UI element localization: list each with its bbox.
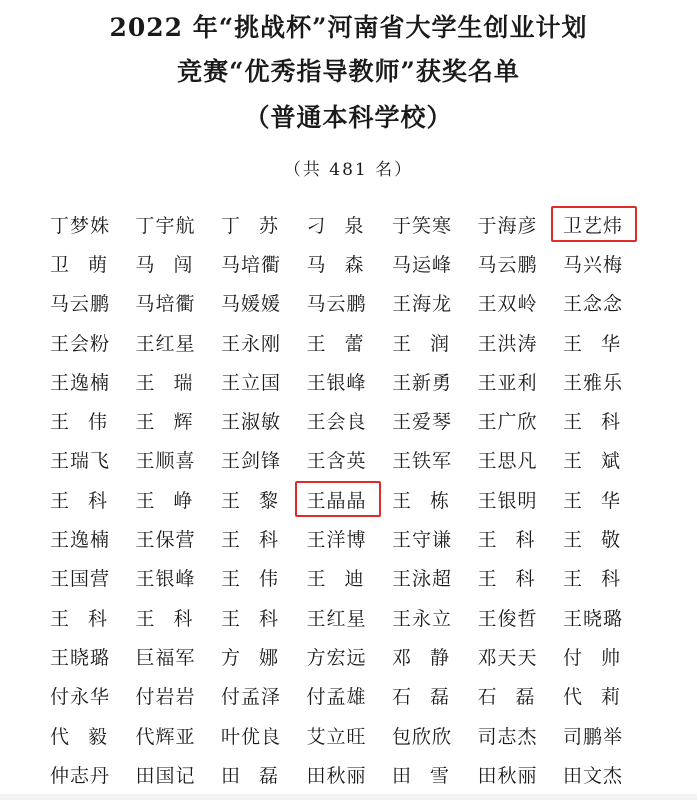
name-text: 方宏远 bbox=[306, 646, 367, 669]
name-text: 王铁军 bbox=[392, 450, 453, 473]
name-text: 邓静 bbox=[392, 646, 469, 669]
name-text: 王华 bbox=[563, 489, 640, 512]
name-cell bbox=[380, 678, 469, 717]
name-cell bbox=[295, 756, 381, 795]
name-cell bbox=[551, 481, 640, 520]
name-text: 王科 bbox=[50, 489, 127, 512]
name-cell bbox=[38, 285, 124, 324]
name-text: 王保营 bbox=[135, 529, 196, 552]
name-text: 王科 bbox=[477, 568, 554, 591]
name-cell bbox=[295, 363, 381, 402]
name-text: 王淑敏 bbox=[221, 411, 282, 434]
name-cell bbox=[38, 638, 124, 677]
name-cell bbox=[209, 756, 298, 795]
name-cell bbox=[466, 206, 552, 245]
name-text: 于海彦 bbox=[477, 214, 538, 237]
name-text: 石磊 bbox=[392, 686, 469, 709]
name-text: 付岩岩 bbox=[135, 686, 196, 709]
name-cell bbox=[295, 402, 381, 441]
total-count: （共 481 名） bbox=[283, 160, 414, 180]
name-cell bbox=[209, 285, 295, 324]
name-text: 马培衢 bbox=[135, 293, 196, 316]
name-text: 艾立旺 bbox=[306, 725, 367, 748]
name-cell bbox=[551, 756, 637, 795]
name-text: 马云鹏 bbox=[477, 253, 538, 276]
name-text: 司鹏举 bbox=[563, 725, 624, 748]
name-text: 付永华 bbox=[50, 686, 111, 709]
name-cell bbox=[466, 402, 552, 441]
name-text: 王会粉 bbox=[50, 332, 111, 355]
name-cell bbox=[466, 520, 552, 559]
name-text: 巨福军 bbox=[135, 646, 196, 669]
title-line-2: 竞赛“优秀指导教师”获奖名单 bbox=[177, 57, 520, 86]
name-cell bbox=[38, 363, 124, 402]
name-cell bbox=[551, 245, 637, 284]
name-text: 王剑锋 bbox=[221, 450, 282, 473]
name-text: 王敬 bbox=[563, 529, 640, 552]
name-cell bbox=[124, 599, 210, 638]
name-cell bbox=[209, 402, 295, 441]
name-cell bbox=[124, 245, 210, 284]
title-line-1: 2022 年“挑战杯”河南省大学生创业计划 bbox=[109, 13, 588, 42]
name-cell bbox=[466, 638, 552, 677]
name-cell bbox=[551, 363, 637, 402]
name-cell bbox=[38, 481, 127, 520]
name-cell bbox=[209, 520, 298, 559]
name-cell bbox=[380, 481, 469, 520]
name-text: 司志杰 bbox=[477, 725, 538, 748]
name-cell bbox=[209, 442, 295, 481]
name-text: 王永立 bbox=[392, 607, 453, 630]
name-cell bbox=[38, 402, 127, 441]
name-cell bbox=[380, 363, 466, 402]
name-text: 田秋丽 bbox=[306, 764, 367, 787]
name-cell bbox=[466, 678, 552, 717]
name-text: 王海龙 bbox=[392, 293, 453, 316]
name-cell bbox=[466, 363, 552, 402]
name-cell bbox=[209, 245, 295, 284]
name-cell bbox=[209, 363, 295, 402]
name-cell bbox=[551, 638, 640, 677]
name-text: 王银峰 bbox=[306, 371, 367, 394]
name-text: 叶优良 bbox=[221, 725, 282, 748]
name-text: 田磊 bbox=[221, 764, 298, 787]
name-cell bbox=[551, 324, 640, 363]
name-cell bbox=[466, 481, 552, 520]
name-cell bbox=[124, 324, 210, 363]
name-text: 王会良 bbox=[306, 411, 367, 434]
name-cell bbox=[380, 599, 466, 638]
name-text: 丁梦姝 bbox=[50, 214, 111, 237]
name-text: 王银峰 bbox=[135, 568, 196, 591]
name-text: 王永刚 bbox=[221, 332, 282, 355]
name-grid bbox=[38, 206, 678, 795]
name-text: 王蕾 bbox=[306, 332, 383, 355]
name-text: 卫萌 bbox=[50, 253, 127, 276]
name-text: 王伟 bbox=[50, 411, 127, 434]
name-cell bbox=[295, 324, 381, 363]
name-text: 王华 bbox=[563, 332, 640, 355]
name-text: 王科 bbox=[563, 568, 640, 591]
name-cell bbox=[124, 638, 210, 677]
name-cell bbox=[124, 560, 210, 599]
name-cell bbox=[380, 520, 466, 559]
name-text: 王国营 bbox=[50, 568, 111, 591]
name-text: 王念念 bbox=[563, 293, 624, 316]
name-text: 付帅 bbox=[563, 646, 640, 669]
name-text: 马森 bbox=[306, 253, 383, 276]
name-cell bbox=[124, 206, 210, 245]
name-text: 付孟雄 bbox=[306, 686, 367, 709]
name-cell bbox=[551, 520, 640, 559]
name-cell bbox=[466, 285, 552, 324]
name-text: 王顺喜 bbox=[135, 450, 196, 473]
name-cell bbox=[295, 442, 381, 481]
name-cell bbox=[295, 638, 381, 677]
name-cell bbox=[38, 678, 124, 717]
name-cell bbox=[209, 678, 295, 717]
name-text: 王斌 bbox=[563, 450, 640, 473]
name-text: 王雅乐 bbox=[563, 371, 624, 394]
name-text: 王瑞飞 bbox=[50, 450, 111, 473]
name-text: 王逸楠 bbox=[50, 529, 111, 552]
name-cell bbox=[466, 756, 552, 795]
name-cell bbox=[209, 206, 298, 245]
name-text: 王迪 bbox=[306, 568, 383, 591]
name-cell bbox=[124, 717, 210, 756]
name-text: 代毅 bbox=[50, 725, 127, 748]
name-cell bbox=[38, 520, 124, 559]
name-text: 马运峰 bbox=[392, 253, 453, 276]
name-cell bbox=[295, 599, 381, 638]
name-text: 王洪涛 bbox=[477, 332, 538, 355]
name-text: 方娜 bbox=[221, 646, 298, 669]
name-text: 马闯 bbox=[135, 253, 212, 276]
name-text: 王润 bbox=[392, 332, 469, 355]
name-cell bbox=[38, 245, 127, 284]
name-cell bbox=[551, 599, 637, 638]
name-text: 王红星 bbox=[306, 607, 367, 630]
name-cell bbox=[209, 717, 295, 756]
name-cell bbox=[295, 520, 381, 559]
name-text: 代莉 bbox=[563, 686, 640, 709]
name-cell bbox=[295, 285, 381, 324]
name-text: 王晶晶 bbox=[306, 489, 367, 512]
name-text: 王洋博 bbox=[306, 529, 367, 552]
name-cell bbox=[124, 402, 210, 441]
name-cell bbox=[209, 638, 298, 677]
name-text: 王亚利 bbox=[477, 371, 538, 394]
name-cell bbox=[124, 678, 210, 717]
name-text: 马培衢 bbox=[221, 253, 282, 276]
name-text: 代辉亚 bbox=[135, 725, 196, 748]
name-text: 王双岭 bbox=[477, 293, 538, 316]
name-text: 王科 bbox=[50, 607, 127, 630]
name-text: 包欣欣 bbox=[392, 725, 453, 748]
name-cell bbox=[466, 560, 552, 599]
highlighted-name-cell bbox=[551, 206, 637, 245]
name-text: 王栋 bbox=[392, 489, 469, 512]
name-text: 王新勇 bbox=[392, 371, 453, 394]
name-cell bbox=[380, 245, 466, 284]
name-text: 田文杰 bbox=[563, 764, 624, 787]
name-text: 刁泉 bbox=[306, 214, 383, 237]
name-text: 王银明 bbox=[477, 489, 538, 512]
name-cell bbox=[466, 717, 552, 756]
name-cell bbox=[380, 402, 466, 441]
highlighted-name-cell bbox=[295, 481, 381, 520]
name-text: 于笑寒 bbox=[392, 214, 453, 237]
name-cell bbox=[380, 442, 466, 481]
name-text: 王瑞 bbox=[135, 371, 212, 394]
name-text: 王守谦 bbox=[392, 529, 453, 552]
name-text: 王黎 bbox=[221, 489, 298, 512]
name-cell bbox=[551, 560, 640, 599]
name-cell bbox=[466, 324, 552, 363]
name-text: 丁苏 bbox=[221, 214, 298, 237]
name-text: 卫艺炜 bbox=[563, 214, 624, 237]
name-text: 田国记 bbox=[135, 764, 196, 787]
name-cell bbox=[551, 285, 637, 324]
name-text: 王含英 bbox=[306, 450, 367, 473]
name-text: 王晓璐 bbox=[563, 607, 624, 630]
name-cell bbox=[295, 206, 381, 245]
name-cell bbox=[380, 638, 469, 677]
name-text: 仲志丹 bbox=[50, 764, 111, 787]
name-cell bbox=[38, 756, 124, 795]
name-cell bbox=[380, 285, 466, 324]
name-text: 田雪 bbox=[392, 764, 469, 787]
title-line-3: （普通本科学校） bbox=[244, 103, 453, 132]
name-text: 王伟 bbox=[221, 568, 298, 591]
name-cell bbox=[209, 599, 298, 638]
name-text: 石磊 bbox=[477, 686, 554, 709]
name-cell bbox=[124, 285, 210, 324]
name-cell bbox=[466, 245, 552, 284]
name-text: 王红星 bbox=[135, 332, 196, 355]
name-cell bbox=[124, 363, 210, 402]
name-cell bbox=[380, 756, 469, 795]
name-cell bbox=[380, 324, 469, 363]
name-text: 王逸楠 bbox=[50, 371, 111, 394]
name-text: 王科 bbox=[221, 529, 298, 552]
name-text: 付孟泽 bbox=[221, 686, 282, 709]
name-text: 邓天天 bbox=[477, 646, 538, 669]
name-cell bbox=[124, 442, 210, 481]
name-text: 王科 bbox=[135, 607, 212, 630]
name-cell bbox=[466, 442, 552, 481]
name-text: 王科 bbox=[563, 411, 640, 434]
name-text: 王科 bbox=[221, 607, 298, 630]
name-cell bbox=[380, 717, 466, 756]
name-cell bbox=[209, 481, 298, 520]
name-text: 王泳超 bbox=[392, 568, 453, 591]
name-cell bbox=[551, 678, 640, 717]
name-cell bbox=[38, 206, 124, 245]
name-text: 马云鹏 bbox=[50, 293, 111, 316]
name-text: 王科 bbox=[477, 529, 554, 552]
name-text: 马兴梅 bbox=[563, 253, 624, 276]
name-cell bbox=[38, 442, 124, 481]
name-cell bbox=[295, 717, 381, 756]
name-cell bbox=[38, 599, 127, 638]
name-text: 王峥 bbox=[135, 489, 212, 512]
name-text: 丁宇航 bbox=[135, 214, 196, 237]
name-cell bbox=[124, 756, 210, 795]
name-text: 王思凡 bbox=[477, 450, 538, 473]
name-text: 马云鹏 bbox=[306, 293, 367, 316]
name-cell bbox=[124, 481, 210, 520]
name-text: 王俊哲 bbox=[477, 607, 538, 630]
name-cell bbox=[38, 324, 124, 363]
name-cell bbox=[551, 717, 637, 756]
name-text: 王辉 bbox=[135, 411, 212, 434]
name-text: 田秋丽 bbox=[477, 764, 538, 787]
name-cell bbox=[38, 717, 127, 756]
name-cell bbox=[466, 599, 552, 638]
page-bottom-edge bbox=[0, 794, 697, 800]
name-text: 王广欣 bbox=[477, 411, 538, 434]
name-cell bbox=[209, 560, 298, 599]
name-text: 王爱琴 bbox=[392, 411, 453, 434]
name-text: 王立国 bbox=[221, 371, 282, 394]
name-text: 马媛媛 bbox=[221, 293, 282, 316]
name-cell bbox=[209, 324, 295, 363]
name-cell bbox=[380, 206, 466, 245]
name-cell bbox=[551, 442, 640, 481]
name-cell bbox=[295, 560, 381, 599]
name-cell bbox=[551, 402, 640, 441]
name-text: 王晓璐 bbox=[50, 646, 111, 669]
name-cell bbox=[124, 520, 210, 559]
name-cell bbox=[380, 560, 466, 599]
name-cell bbox=[295, 678, 381, 717]
name-cell bbox=[295, 245, 381, 284]
name-cell bbox=[38, 560, 124, 599]
